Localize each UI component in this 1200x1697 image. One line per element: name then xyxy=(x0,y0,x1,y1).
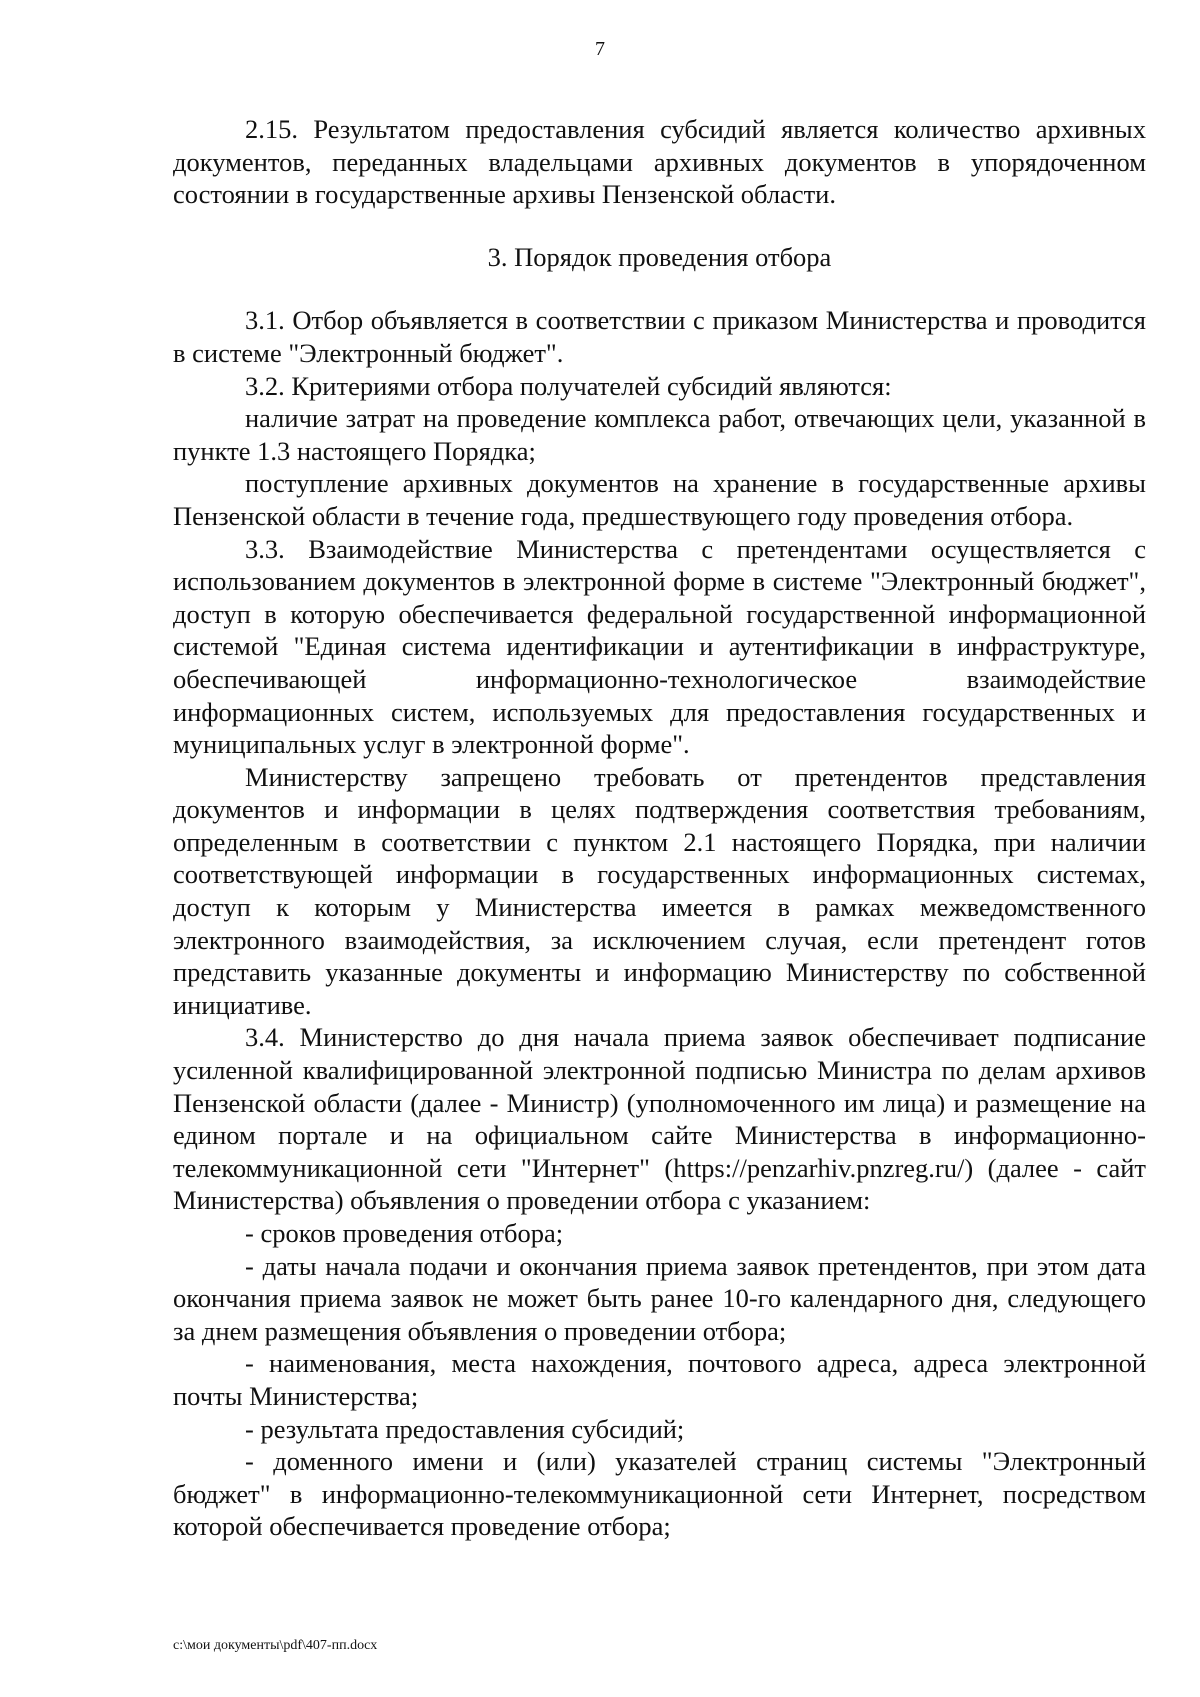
page-number: 7 xyxy=(595,38,605,60)
document-body xyxy=(173,113,1146,1543)
paragraph-3-3: 3.3. Взаимодействие Министерства с претендентами осуществляется с использованием документов в электронной форме в системе "Электронный бюджет", доступ в которую обеспечивается федеральной государственной информационной системой "Единая система идентификации и аутентификации в инфраструктуре, обеспечивающей информационно-технологическое взаимодействие информационных систем, используемых для предоставления государственных и муниципальных услуг в электронной форме". xyxy=(173,533,1146,760)
paragraph-criterion-1: наличие затрат на проведение комплекса работ, отвечающих цели, указанной в пункте 1.3 настоящего Порядка; xyxy=(173,403,1146,466)
footer-file-path: c:\мои документы\pdf\407-пп.docx xyxy=(173,1638,378,1653)
paragraph-ministry-prohibition: Министерству запрещено требовать от претендентов представления документов и информации в целях подтверждения соответствия требованиям, определенным в соответствии с пунктом 2.1 настоящего Порядка, при наличии соответствующей информации в государственных информационных системах, доступ к которым у Министерства имеется в рамках межведомственного электронного взаимодействия, за исключением случая, если претендент готов представить указанные документы и информацию Министерству по собственной инициативе. xyxy=(173,761,1146,1020)
paragraph-3-1: 3.1. Отбор объявляется в соответствии с приказом Министерства и проводится в системе "Электронный бюджет". xyxy=(173,305,1146,368)
paragraph-criterion-2: поступление архивных документов на хранение в государственные архивы Пензенской области в течение года, предшествующего году проведения отбора. xyxy=(173,468,1146,531)
list-item-domain-name: - доменного имени и (или) указателей страниц системы "Электронный бюджет" в информационно-телекоммуникационной сети Интернет, посредством которой обеспечивается проведение отбора; xyxy=(173,1446,1146,1542)
list-item-subsidy-result: - результата предоставления субсидий; xyxy=(245,1413,685,1444)
list-item-application-dates: - даты начала подачи и окончания приема заявок претендентов, при этом дата окончания приема заявок не может быть ранее 10-го календарного дня, следующего за днем размещения объявления о проведении отбора; xyxy=(173,1250,1146,1346)
paragraph-2-15: 2.15. Результатом предоставления субсидий является количество архивных документов, переданных владельцами архивных документов в упорядоченном состоянии в государственные архивы Пензенской области. xyxy=(173,114,1146,210)
paragraph-3-4: 3.4. Министерство до дня начала приема заявок обеспечивает подписание усиленной квалифицированной электронной подписью Министра по делам архивов Пензенской области (далее - Министр) (уполномоченного им лица) и размещение на едином портале и на официальном сайте Министерства в информационно-телекоммуникационной сети "Интернет" (https://penzarhiv.pnzreg.ru/) (далее - сайт Министерства) объявления о проведении отбора с указанием: xyxy=(173,1022,1146,1216)
list-item-selection-terms: - сроков проведения отбора; xyxy=(245,1218,564,1248)
paragraph-3-2: 3.2. Критериями отбора получателей субсидий являются: xyxy=(245,370,892,401)
list-item-ministry-contacts: - наименования, места нахождения, почтового адреса, адреса электронной почты Министерства; xyxy=(173,1348,1146,1411)
section-heading: 3. Порядок проведения отбора xyxy=(487,241,832,272)
